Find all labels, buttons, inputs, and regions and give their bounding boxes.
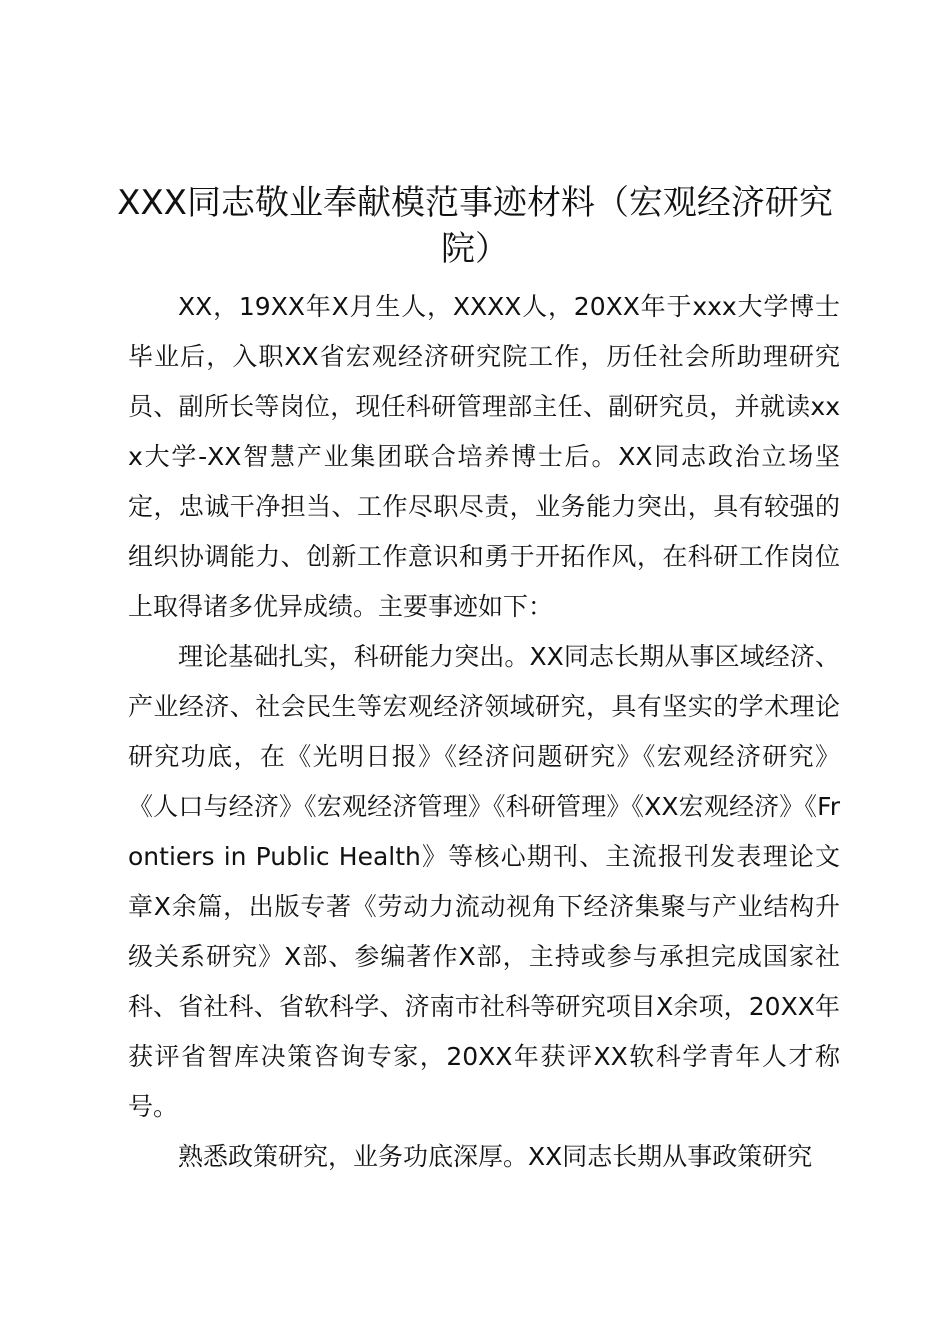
document-body — [128, 282, 840, 1182]
paragraph-theory: 理论基础扎实，科研能力突出。XX同志长期从事区域经济、产业经济、社会民生等宏观经济领域研究，具有坚实的学术理论研究功底，在《光明日报》《经济问题研究》《宏观经济研究》《人口与经济》《宏观经济管理》《科研管理》《XX宏观经济》《Frontiers in Public Health》等核心期刊、主流报刊发表理论文章X余篇，出版专著《劳动力流动视角下经济集聚与产业结构升级关系研究》X部、参编著作X部，主持或参与承担完成国家社科、省社科、省软科学、济南市社科等研究项目X余项，20XX年获评省智库决策咨询专家，20XX年获评XX软科学青年人才称号。 — [128, 642, 840, 1121]
document-title: XXX同志敬业奉献模范事迹材料（宏观经济研究院） — [117, 183, 833, 269]
paragraph-policy: 熟悉政策研究，业务功底深厚。XX同志长期从事政策研究 — [178, 1142, 813, 1171]
paragraph-intro: XX，19XX年X月生人，XXXX人，20XX年于xxx大学博士毕业后，入职XX省宏观经济研究院工作，历任社会所助理研究员、副所长等岗位，现任科研管理部主任、副研究员，并就读xxx大学-XX智慧产业集团联合培养博士后。XX同志政治立场坚定，忠诚干净担当、工作尽职尽责，业务能力突出，具有较强的组织协调能力、创新工作意识和勇于开拓作风，在科研工作岗位上取得诸多优异成绩。主要事迹如下： — [128, 292, 840, 621]
